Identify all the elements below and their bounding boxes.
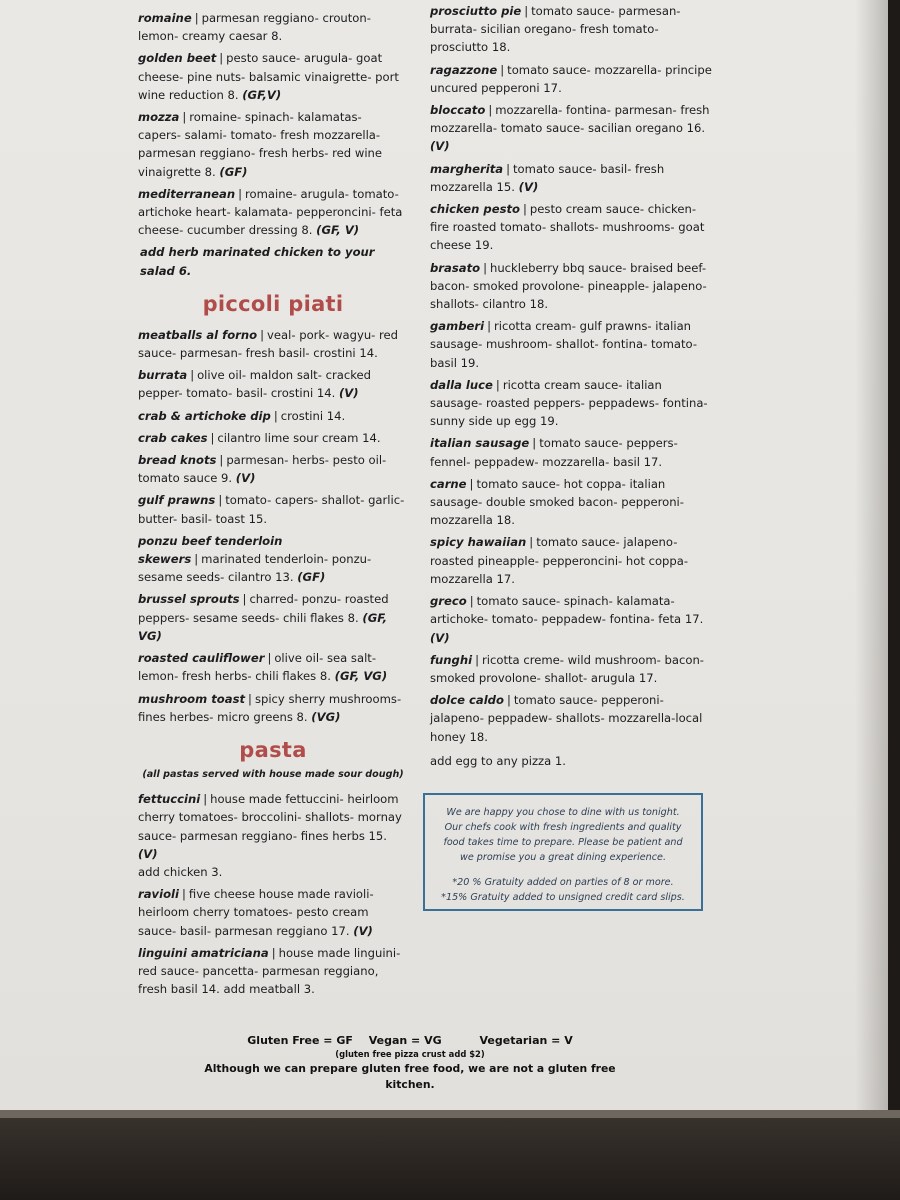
dish-description: tomato sauce- basil- fresh mozzarella 15. bbox=[430, 161, 665, 194]
dish-name: ragazzone bbox=[430, 62, 498, 77]
separator: | bbox=[242, 592, 247, 607]
dietary-tag: (V) bbox=[518, 179, 539, 194]
dish-name: bread knots bbox=[138, 453, 217, 468]
salad-item bbox=[138, 108, 408, 181]
dish-description: spicy sherry mushrooms- fines herbes- micro greens 8. bbox=[138, 691, 402, 724]
dietary-tag: (GF, VG) bbox=[138, 610, 388, 643]
menu-right-column bbox=[430, 2, 715, 770]
dish-name: greco bbox=[430, 594, 467, 609]
dish-name: romaine bbox=[138, 11, 192, 25]
piccoli-piati-item bbox=[138, 429, 408, 447]
piccoli-piati-item bbox=[138, 532, 408, 587]
dietary-tag: (V) bbox=[430, 139, 450, 154]
dish-description: parmesan reggiano- crouton- lemon- creamy caesar 8. bbox=[138, 11, 371, 44]
dish-description: house made fettuccini- heirloom cherry tomatoes- broccolini- shallots- mornay sauce- parmesan reggiano- fines herbs 15. bbox=[138, 792, 402, 843]
separator: | bbox=[194, 11, 199, 25]
separator: | bbox=[532, 436, 537, 451]
dish-description: ricotta cream sauce- italian sausage- roasted peppers- peppadews- fontina- sunny side up egg 19. bbox=[430, 377, 708, 429]
frame-bottom bbox=[0, 1110, 900, 1200]
dish-name: fettuccini bbox=[138, 792, 201, 807]
piccoli-piati-item bbox=[138, 649, 408, 685]
separator: | bbox=[190, 368, 195, 383]
dish-name: golden beet bbox=[138, 51, 217, 66]
pizza-item bbox=[430, 317, 715, 372]
dish-description: tomato sauce- parmesan- burrata- sicilian oregano- fresh tomato- prosciutto 18. bbox=[430, 4, 681, 55]
customer-notice-box bbox=[423, 793, 703, 911]
separator: | bbox=[487, 319, 491, 334]
dish-description: olive oil- maldon salt- cracked pepper- tomato- basil- crostini 14. bbox=[138, 368, 372, 401]
legend-vegetarian: Vegetarian = V bbox=[479, 1034, 573, 1047]
menu-left-column bbox=[138, 9, 408, 1002]
pizza-list bbox=[430, 2, 715, 746]
dish-name: carne bbox=[430, 476, 467, 491]
dish-name: gamberi bbox=[430, 319, 485, 334]
separator: | bbox=[523, 202, 527, 217]
pasta-note: (all pastas served with house made sour dough) bbox=[142, 768, 404, 780]
pizza-addon: add egg to any pizza 1. bbox=[430, 753, 566, 768]
dish-name: margherita bbox=[430, 161, 504, 176]
dish-name: spicy hawaiian bbox=[430, 535, 527, 550]
salad-list bbox=[138, 9, 408, 239]
dietary-tag: (GF) bbox=[219, 164, 248, 179]
pizza-item bbox=[430, 651, 715, 687]
dish-description: tomato sauce- hot coppa- italian sausage- double smoked bacon- pepperoni- mozzarella 18. bbox=[430, 476, 684, 528]
piccoli-piati-item bbox=[138, 407, 408, 425]
dish-description: parmesan- herbs- pesto oil- tomato sauce 9. bbox=[138, 453, 387, 486]
pasta-list bbox=[138, 790, 408, 998]
pizza-item bbox=[430, 61, 715, 97]
frame-side bbox=[888, 0, 900, 1160]
separator: | bbox=[488, 103, 493, 118]
gluten-free-crust-note: (gluten free pizza crust add $2) bbox=[335, 1049, 485, 1059]
dish-description: ricotta creme- wild mushroom- bacon- smoked provolone- shallot- arugula 17. bbox=[430, 652, 704, 685]
pizza-item bbox=[430, 592, 715, 647]
separator: | bbox=[182, 887, 186, 902]
separator: | bbox=[469, 476, 474, 491]
dish-name: brussel sprouts bbox=[138, 592, 240, 607]
dietary-tag: (V) bbox=[430, 630, 450, 645]
pasta-item bbox=[138, 790, 408, 881]
pizza-item bbox=[430, 101, 715, 156]
salad-item bbox=[138, 9, 408, 45]
dietary-footer bbox=[190, 1033, 630, 1093]
dish-description: house made linguini- red sauce- pancetta- parmesan reggiano, fresh basil 14. add meatball 3. bbox=[138, 945, 401, 997]
dish-name: dalla luce bbox=[430, 377, 493, 392]
separator: | bbox=[506, 693, 511, 708]
separator: | bbox=[203, 792, 208, 807]
dish-description: mozzarella- fontina- parmesan- fresh mozzarella- tomato sauce- sacilian oregano 16. bbox=[430, 103, 710, 136]
pizza-item bbox=[430, 475, 715, 530]
legend-vegan: Vegan = VG bbox=[368, 1034, 442, 1047]
piccoli-piati-item bbox=[138, 326, 408, 362]
separator: | bbox=[182, 110, 187, 125]
dietary-tag: (V) bbox=[338, 386, 359, 401]
separator: | bbox=[273, 408, 278, 423]
piccoli-piati-item bbox=[138, 451, 408, 487]
dish-description: huckleberry bbq sauce- braised beef- bacon- smoked provolone- pineapple- jalapeno- shallots- cilantro 18. bbox=[430, 260, 707, 312]
dish-description: ricotta cream- gulf prawns- italian sausage- mushroom- shallot- fontina- tomato- basil 19. bbox=[430, 319, 698, 370]
gluten-free-disclaimer: Although we can prepare gluten free food, we are not a gluten free kitchen. bbox=[204, 1062, 616, 1091]
separator: | bbox=[475, 652, 479, 667]
dish-description: five cheese house made ravioli- heirloom cherry tomatoes- pesto cream sauce- basil- parmesan reggiano 17. bbox=[138, 887, 374, 938]
dish-name: ravioli bbox=[138, 887, 179, 902]
separator: | bbox=[219, 453, 224, 468]
separator: | bbox=[483, 260, 487, 275]
dish-name: funghi bbox=[430, 652, 473, 667]
dietary-tag: (GF, V) bbox=[316, 223, 360, 238]
pizza-item bbox=[430, 434, 715, 470]
gratuity-note-parties: *20 % Gratuity added on parties of 8 or more. bbox=[452, 877, 674, 888]
dish-description: marinated tenderloin- ponzu- sesame seeds- cilantro 13. bbox=[138, 552, 372, 585]
dietary-tag: (V) bbox=[138, 846, 158, 861]
dietary-tag: (GF,V) bbox=[242, 87, 282, 102]
pizza-item bbox=[430, 533, 715, 588]
separator: | bbox=[495, 377, 500, 392]
dish-description: tomato sauce- jalapeno- roasted pineapple- pepperoncini- hot coppa- mozzarella 17. bbox=[430, 535, 689, 586]
dish-name: crab & artichoke dip bbox=[138, 408, 271, 423]
dish-name: bloccato bbox=[430, 103, 486, 118]
salad-addon: add herb marinated chicken to your salad 6. bbox=[140, 245, 375, 278]
separator: | bbox=[500, 62, 505, 77]
dietary-legend bbox=[190, 1033, 630, 1048]
dish-description: tomato sauce- spinach- kalamata- artichoke- tomato- peppadew- fontina- feta 17. bbox=[430, 594, 704, 627]
dietary-tag: (VG) bbox=[311, 709, 341, 724]
legend-gluten-free: Gluten Free = GF bbox=[247, 1034, 353, 1047]
dish-name: chicken pesto bbox=[430, 202, 520, 217]
separator: | bbox=[506, 161, 511, 176]
dish-name: roasted cauliflower bbox=[138, 651, 265, 666]
separator: | bbox=[524, 4, 529, 18]
gratuity-note-unsigned: *15% Gratuity added to unsigned credit card slips. bbox=[441, 892, 685, 903]
separator: | bbox=[219, 51, 224, 66]
dish-description: pesto sauce- arugula- goat cheese- pine nuts- balsamic vinaigrette- port wine reduction 8. bbox=[138, 51, 399, 102]
pizza-item bbox=[430, 200, 715, 255]
dish-description: tomato sauce- mozzarella- principe uncured pepperoni 17. bbox=[430, 62, 712, 95]
dish-name: meatballs al forno bbox=[138, 327, 258, 342]
section-title-pasta: pasta bbox=[239, 737, 307, 762]
salad-item bbox=[138, 185, 408, 240]
pasta-item bbox=[138, 944, 408, 999]
dish-name: mediterranean bbox=[138, 186, 236, 201]
dish-name: ponzu beef tenderloin skewers bbox=[138, 533, 283, 567]
pizza-item bbox=[430, 691, 715, 746]
dietary-tag: (GF, VG) bbox=[334, 669, 388, 684]
separator: | bbox=[267, 651, 272, 666]
dish-name: crab cakes bbox=[138, 430, 208, 445]
dish-description: olive oil- sea salt- lemon- fresh herbs- chili flakes 8. bbox=[138, 651, 377, 684]
dietary-tag: (V) bbox=[235, 471, 256, 486]
separator: | bbox=[529, 535, 534, 550]
piccoli-piati-item bbox=[138, 590, 408, 645]
dish-description: pesto cream sauce- chicken- fire roasted tomato- shallots- mushrooms- goat cheese 19. bbox=[430, 202, 705, 253]
dish-name: mushroom toast bbox=[138, 691, 246, 706]
dish-name: dolce caldo bbox=[430, 693, 504, 708]
dish-name: gulf prawns bbox=[138, 493, 216, 508]
dish-name: linguini amatriciana bbox=[138, 945, 269, 960]
pasta-item bbox=[138, 885, 408, 940]
separator: | bbox=[238, 186, 242, 201]
dish-addon: add chicken 3. bbox=[138, 864, 223, 879]
dietary-tag: (V) bbox=[353, 923, 373, 938]
dish-description: romaine- arugula- tomato- artichoke heart- kalamata- pepperoncini- feta cheese- cucumber dressing 8. bbox=[138, 186, 403, 238]
dish-name: prosciutto pie bbox=[430, 4, 522, 18]
dish-name: mozza bbox=[138, 110, 180, 125]
dish-description: tomato sauce- peppers- fennel- peppadew- mozzarella- basil 17. bbox=[430, 436, 678, 469]
separator: | bbox=[210, 430, 215, 445]
dish-name: burrata bbox=[138, 368, 188, 383]
separator: | bbox=[260, 327, 265, 342]
separator: | bbox=[248, 691, 252, 706]
dish-description: veal- pork- wagyu- red sauce- parmesan- fresh basil- crostini 14. bbox=[138, 327, 399, 361]
dish-description: romaine- spinach- kalamatas- capers- salami- tomato- fresh mozzarella- parmesan reggiano- fresh herbs- red wine vinaigrette 8. bbox=[138, 110, 383, 179]
separator: | bbox=[218, 493, 223, 508]
dish-name: brasato bbox=[430, 260, 481, 275]
pizza-item bbox=[430, 259, 715, 314]
pizza-item bbox=[430, 160, 715, 196]
dish-description: charred- ponzu- roasted peppers- sesame seeds- chili flakes 8. bbox=[138, 592, 389, 625]
dietary-tag: (GF) bbox=[297, 570, 326, 585]
separator: | bbox=[271, 945, 276, 960]
dish-description: crostini 14. bbox=[280, 408, 346, 423]
separator: | bbox=[469, 594, 474, 609]
pizza-item bbox=[430, 2, 715, 57]
dish-description: tomato- capers- shallot- garlic- butter- basil- toast 15. bbox=[138, 493, 405, 526]
piccoli-piati-item bbox=[138, 491, 408, 527]
dish-description: cilantro lime sour cream 14. bbox=[217, 430, 381, 445]
piccoli-piati-item bbox=[138, 366, 408, 402]
separator: | bbox=[194, 552, 199, 567]
section-title-piccoli-piati: piccoli piati bbox=[202, 291, 344, 316]
piccoli-piati-list bbox=[138, 326, 408, 726]
dish-description: tomato sauce- pepperoni- jalapeno- peppadew- shallots- mozzarella-local honey 18. bbox=[430, 693, 703, 744]
piccoli-piati-item bbox=[138, 690, 408, 726]
salad-item bbox=[138, 49, 408, 104]
pizza-item bbox=[430, 376, 715, 431]
dish-name: italian sausage bbox=[430, 436, 530, 451]
notice-message: We are happy you chose to dine with us tonight. Our chefs cook with fresh ingredients and quality food takes time to prepare. Please be patient and we promise you a great dining experience. bbox=[443, 807, 683, 863]
